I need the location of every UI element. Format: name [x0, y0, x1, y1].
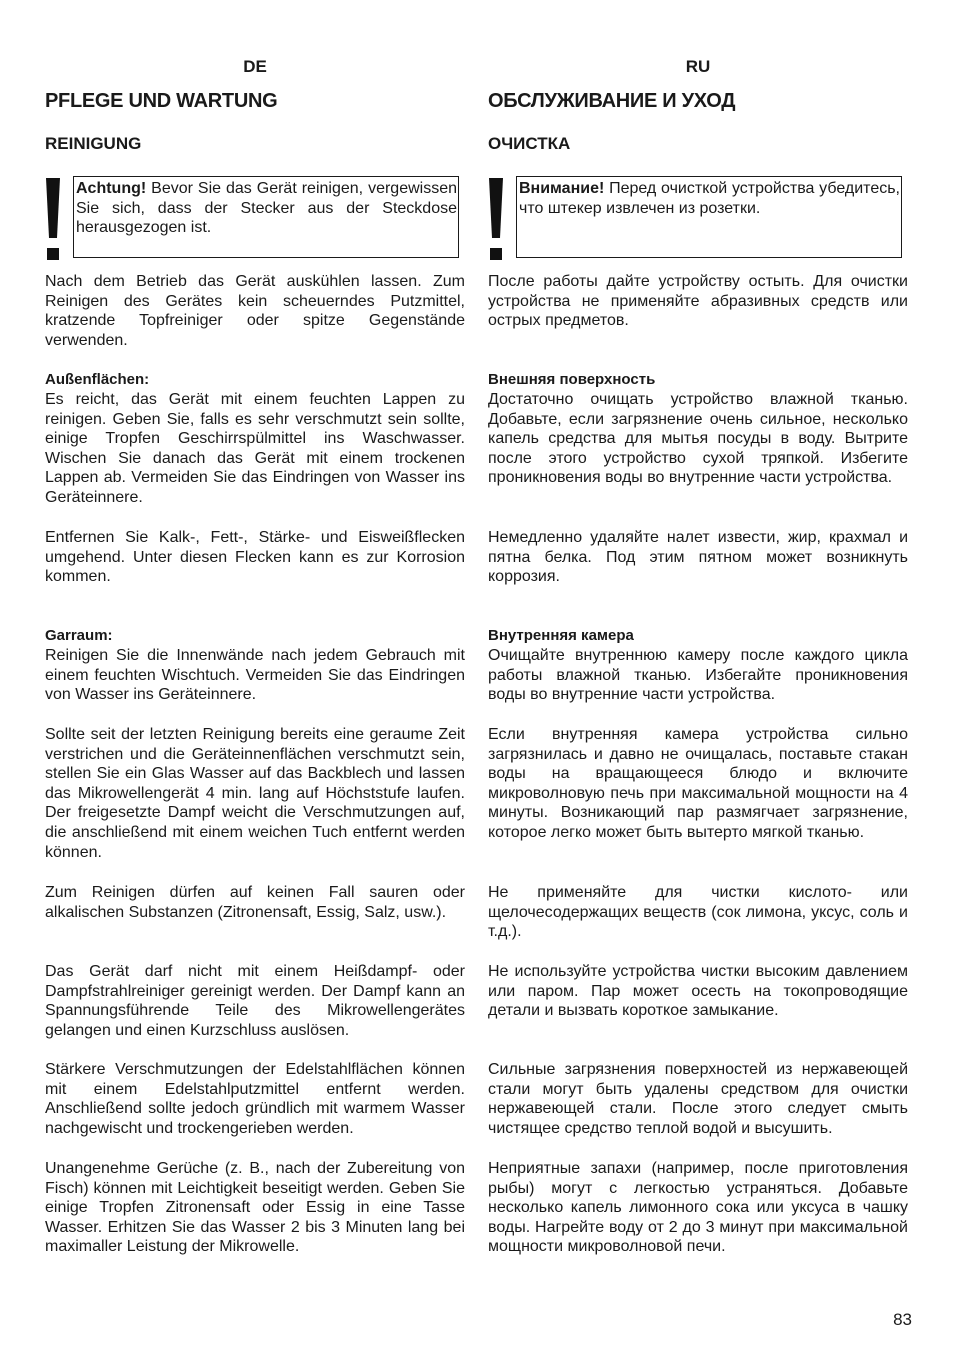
cavity-paragraph-5-ru: Сильные загрязнения поверхностей из нержавеющей стали могут быть удалены средством для очистки нержавеющей стали. После этого следует смыть чистящее средство теплой водой и высушить. — [488, 1061, 908, 1137]
subsection-title-de: REINIGUNG — [45, 134, 142, 153]
section-title-ru: ОБСЛУЖИВАНИЕ И УХОД — [488, 90, 736, 112]
section-title-de: PFLEGE UND WARTUNG — [45, 90, 278, 112]
page-number: 83 — [893, 1310, 912, 1329]
cavity-heading-ru: Внутренняя камера — [488, 627, 634, 644]
intro-paragraph-de: Nach dem Betrieb das Gerät auskühlen lassen. Zum Reinigen des Gerätes kein scheuerndes Putzmittel, kratzende Topfreiniger oder spitze Gegenstände verwenden. — [45, 273, 465, 349]
cavity-paragraph-6-de: Unangenehme Gerüche (z. B., nach der Zubereitung von Fisch) können mit Leichtigkeit beseitigt werden. Geben Sie einige Tropfen Zitronensaft oder Essig in eine Tasse Wasser. Erhitzen Sie das Wasser 2 bis 3 Minuten lang bei maximaller Leistung der Mikrowelle. — [45, 1160, 465, 1256]
cavity-paragraph-5-de: Stärkere Verschmutzungen der Edelstahlflächen können mit einem Edelstahlputzmittel entfernt werden. Anschließend sollte jedoch gründlich mit warmem Wasser nachgewischt und trockengerieben werden. — [45, 1061, 465, 1137]
cavity-paragraph-2-de: Sollte seit der letzten Reinigung bereits eine geraume Zeit verstrichen und die Geräteinnenflächen verschmutzt sein, stellen Sie ein Glas Wasser auf das Backblech und lassen das Mikrowellengerät 4 min. lang auf Höchststufe laufen. Der freigesetzte Dampf weicht die Verschmutzungen auf, die anschließend mit einem weichen Tuch entfernt werden können. — [45, 726, 465, 861]
warning-text-de: Bevor Sie das Gerät reinigen, vergewissen Sie sich, dass der Stecker aus der Steckdose herausgezogen ist. — [76, 180, 457, 237]
warning-text-ru: Перед очисткой устройства убедитесь, что штекер извлечен из розетки. — [519, 180, 900, 217]
warning-box-de — [73, 176, 459, 258]
outer-surfaces-paragraph-1-de: Es reicht, das Gerät mit einem feuchten Lappen zu reinigen. Geben Sie, falls es sehr verschmutzt sein sollte, einige Tropfen Geschirrspülmittel ins Waschwasser. Wischen Sie danach das Gerät mit einem trockenen Lappen ab. Vermeiden Sie das Eindringen von Wasser ins Geräteinnere. — [45, 391, 465, 506]
warning-box-ru — [516, 176, 902, 258]
exclamation-icon — [488, 178, 504, 260]
cavity-heading-de: Garraum: — [45, 627, 113, 644]
cavity-paragraph-4-de: Das Gerät darf nicht mit einem Heißdampf- oder Dampfstrahlreiniger gereinigt werden. Der Dampf kann an Spannungsführende Teile des Mikrowellengerätes gelangen und einen Kurzschluss auslösen. — [45, 963, 465, 1039]
intro-paragraph-ru: После работы дайте устройству остыть. Для очистки устройства не применяйте абразивных средств или острых предметов. — [488, 273, 908, 330]
cavity-paragraph-3-de: Zum Reinigen dürfen auf keinen Fall sauren oder alkalischen Substanzen (Zitronensaft, Essig, Salz, usw.). — [45, 884, 465, 921]
exclamation-icon — [45, 178, 61, 260]
cavity-paragraph-3-ru: Не применяйте для чистки кислото- или щелочесодержащих веществ (сок лимона, уксус, соль и т.д.). — [488, 884, 908, 941]
outer-surfaces-paragraph-1-ru: Достаточно очищать устройство влажной тканью. Добавьте, если загрязнение очень сильное, несколько капель средства для мытья посуды в воду. Вытрите после этого устройство сухой тряпкой. Избегите проникновения воды во внутренние части устройства. — [488, 391, 908, 487]
cavity-paragraph-1-de: Reinigen Sie die Innenwände nach jedem Gebrauch mit einem feuchten Wischtuch. Vermeiden Sie das Eindringen von Wasser ins Geräteinnere. — [45, 647, 465, 704]
outer-surfaces-paragraph-2-de: Entfernen Sie Kalk-, Fett-, Stärke- und Eisweißflecken umgehend. Unter diesen Flecken kann es zur Korrosion kommen. — [45, 529, 465, 586]
outer-surfaces-heading-ru: Внешняя поверхность — [488, 371, 656, 388]
subsection-title-ru: ОЧИСТКА — [488, 134, 571, 153]
outer-surfaces-paragraph-2-ru: Немедленно удаляйте налет извести, жир, крахмал и пятна белка. Под этим пятном может возникнуть коррозия. — [488, 529, 908, 586]
cavity-paragraph-4-ru: Не используйте устройства чистки высоким давлением или паром. Пар может осесть на токопроводящие детали и вызвать короткое замыкание. — [488, 963, 908, 1020]
warning-label-ru: Внимание! — [519, 180, 605, 197]
language-label-de: DE — [243, 57, 267, 76]
outer-surfaces-heading-de: Außenflächen: — [45, 371, 150, 388]
cavity-paragraph-6-ru: Неприятные запахи (например, после приготовления рыбы) могут с легкостью устраняться. Добавьте несколько капель лимонного сока или уксуса в чашку воды. Нагрейте воду от 2 до 3 минут при максимальной мощности микроволновой печи. — [488, 1160, 908, 1256]
cavity-paragraph-1-ru: Очищайте внутреннюю камеру после каждого цикла работы влажной тканью. Избегайте проникновения воды во внутренние части устройства. — [488, 647, 908, 704]
cavity-paragraph-2-ru: Если внутренняя камера устройства сильно загрязнилась и давно не очищалась, поставьте стакан воды на вращающееся блюдо и включите микроволновую печь при максимальной мощности на 4 минуты. Возникающий пар размягчает загрязнение, которое легко может быть вытерто мягкой тканью. — [488, 726, 908, 841]
warning-label-de: Achtung! — [76, 180, 147, 197]
language-label-ru: RU — [685, 57, 711, 76]
